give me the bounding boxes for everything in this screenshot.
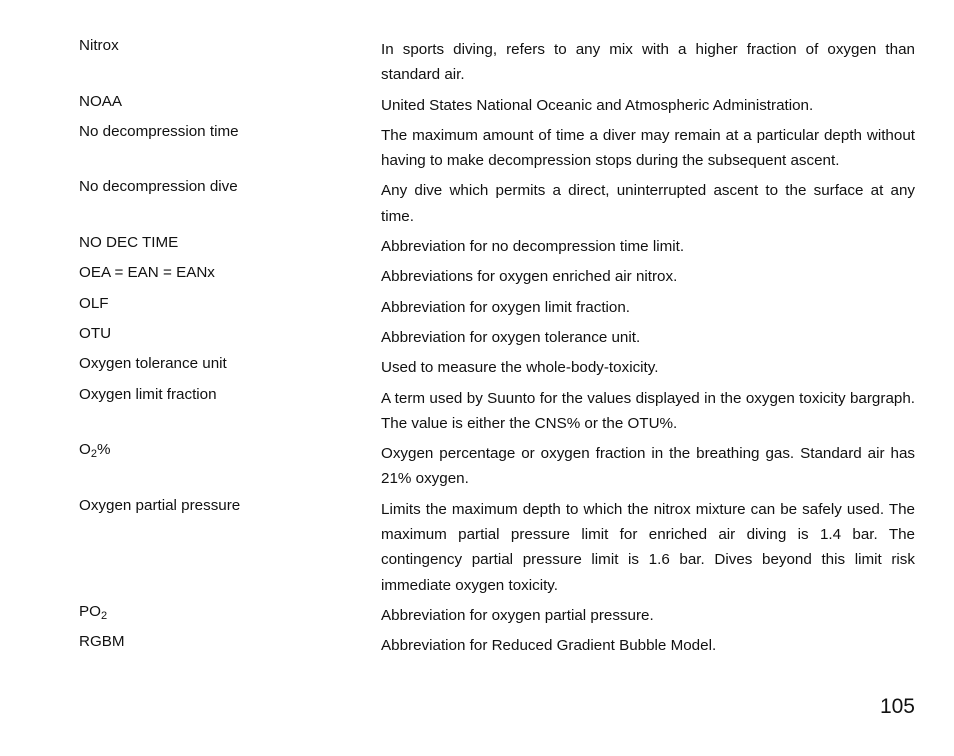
glossary-definition: The maximum amount of time a diver may remain at a particular depth without having to make decompression stops during the subsequent ascent. xyxy=(381,126,915,170)
term-tail: % xyxy=(96,441,111,459)
glossary-entry-oea-ean-eanx xyxy=(79,263,915,289)
glossary-entry-o2-percent xyxy=(79,440,915,492)
glossary-definition: Abbreviation for Reduced Gradient Bubble Model. xyxy=(381,637,717,655)
glossary-term: Nitrox xyxy=(79,37,119,54)
glossary-entry-oxygen-tolerance-unit xyxy=(79,354,915,380)
glossary-definition: Any dive which permits a direct, uninterrupted ascent to the surface at any time. xyxy=(381,182,915,225)
glossary-entry-po2 xyxy=(79,602,915,628)
glossary-entry-oxygen-limit-fraction xyxy=(79,385,915,437)
term-main: PO xyxy=(79,602,101,620)
glossary-term: OEA = EAN = EANx xyxy=(79,264,215,282)
glossary-definition: Abbreviation for oxygen tolerance unit. xyxy=(381,328,641,346)
glossary-entry-no-dec-time xyxy=(79,233,915,259)
glossary-term: NOAA xyxy=(79,92,123,110)
term-subscript: 2 xyxy=(100,609,108,622)
glossary-entry-noaa xyxy=(79,92,915,118)
glossary-entry-oxygen-partial-pressure xyxy=(79,496,915,598)
glossary-list xyxy=(79,36,915,663)
glossary-definition: Abbreviation for oxygen partial pressure. xyxy=(381,606,654,624)
glossary-definition: A term used by Suunto for the values displayed in the oxygen toxicity bargraph. The value is either the CNS% or the OTU%. xyxy=(381,389,915,432)
glossary-definition: Oxygen percentage or oxygen fraction in the breathing gas. Standard air has 21% oxygen. xyxy=(381,445,915,488)
glossary-entry-rgbm xyxy=(79,632,915,658)
glossary-term: OTU xyxy=(79,324,112,342)
glossary-definition: Abbreviation for no decompression time limit. xyxy=(381,238,685,256)
glossary-term: Oxygen partial pressure xyxy=(79,496,241,514)
term-main: O xyxy=(79,441,91,459)
glossary-term: NO DEC TIME xyxy=(79,234,179,252)
glossary-term: No decompression time xyxy=(79,122,239,140)
glossary-term: RGBM xyxy=(79,633,125,651)
glossary-term: Oxygen limit fraction xyxy=(79,385,217,403)
glossary-term: OLF xyxy=(79,294,109,312)
page-number: 105 xyxy=(879,695,915,718)
glossary-term: No decompression dive xyxy=(79,178,238,196)
glossary-term xyxy=(79,440,381,459)
glossary-term: Oxygen tolerance unit xyxy=(79,355,227,373)
glossary-definition: Limits the maximum depth to which the nitrox mixture can be safely used. The maximum partial pressure limit for enriched air diving is 1.4 bar. The contingency partial pressure limit is 1.6 bar. Dives beyond this limit risk immediate oxygen toxicity. xyxy=(381,500,915,594)
glossary-definition: United States National Oceanic and Atmospheric Administration. xyxy=(381,96,814,114)
glossary-definition: In sports diving, refers to any mix with a higher fraction of oxygen than standard air. xyxy=(381,41,915,84)
glossary-definition: Abbreviation for oxygen limit fraction. xyxy=(381,298,631,316)
glossary-term xyxy=(79,602,381,621)
glossary-entry-no-decompression-time xyxy=(79,122,915,174)
glossary-entry-nitrox xyxy=(79,36,915,88)
glossary-definition: Abbreviations for oxygen enriched air nitrox. xyxy=(381,268,678,286)
glossary-entry-no-decompression-dive xyxy=(79,177,915,229)
glossary-entry-otu xyxy=(79,324,915,350)
term-subscript: 2 xyxy=(90,448,97,461)
glossary-entry-olf xyxy=(79,294,915,320)
glossary-definition: Used to measure the whole-body-toxicity. xyxy=(381,359,659,377)
